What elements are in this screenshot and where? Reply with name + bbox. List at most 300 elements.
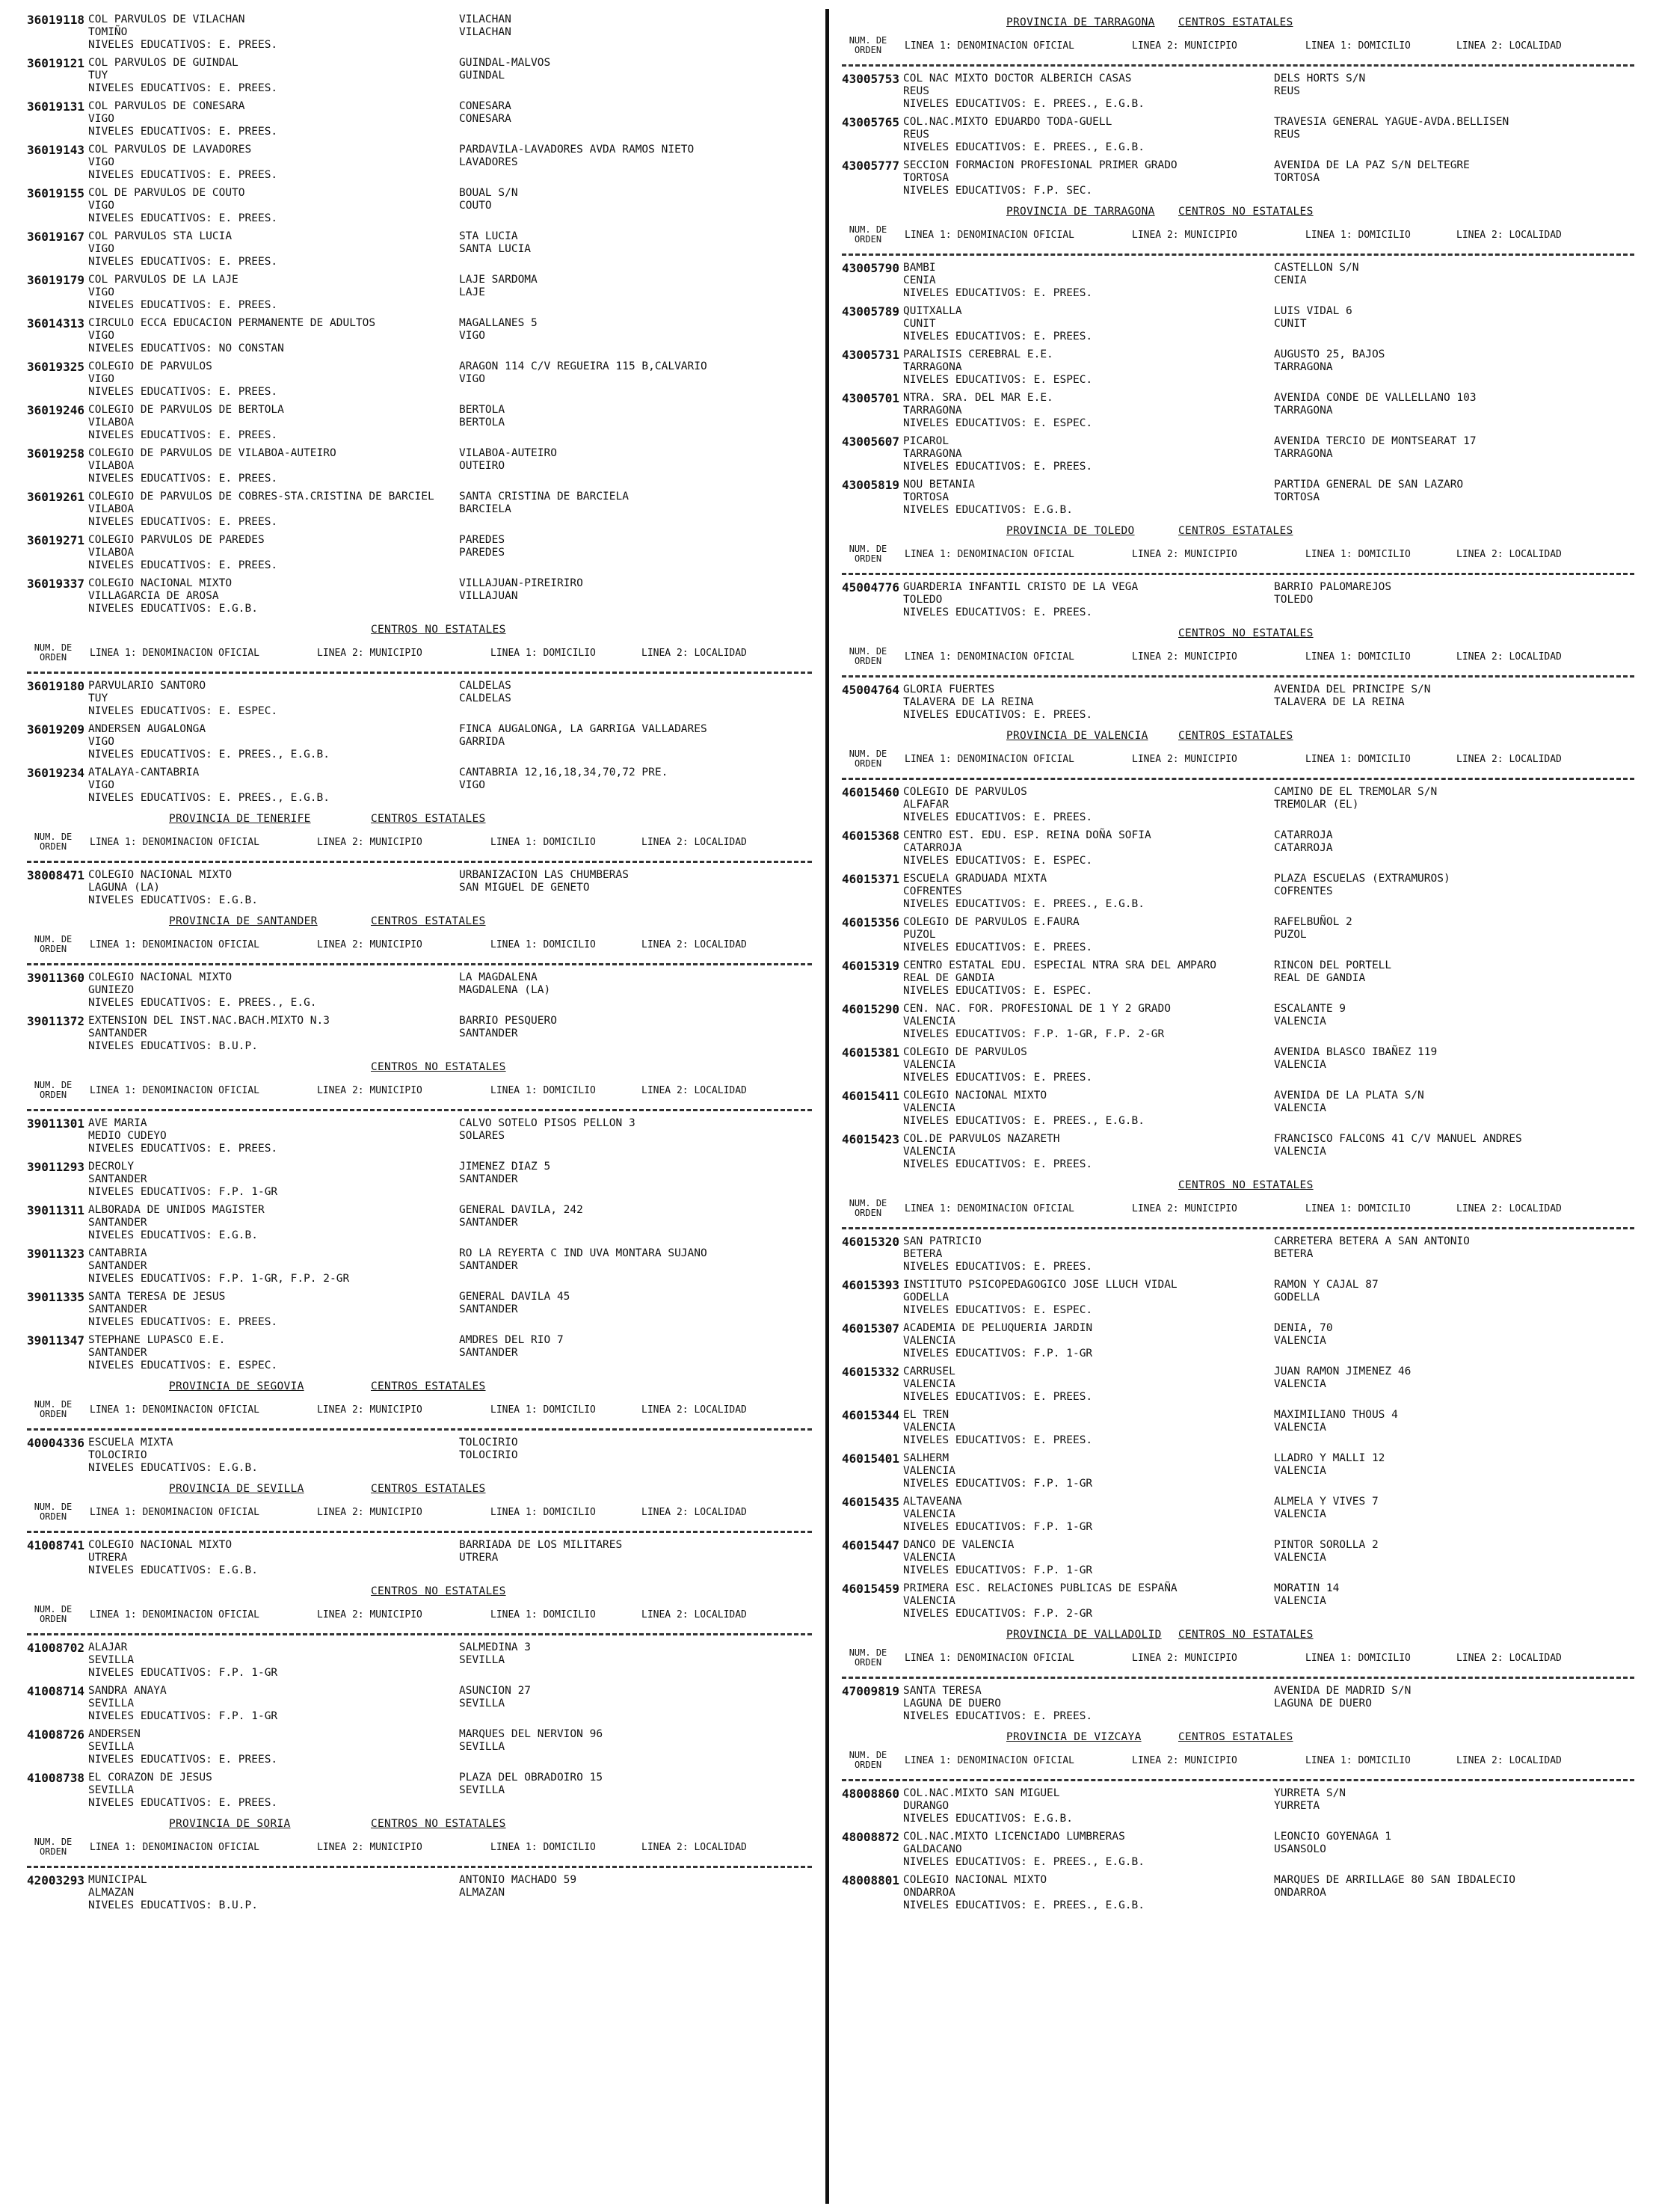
education-levels: NIVELES EDUCATIVOS: E. PREES. xyxy=(903,709,1093,721)
center-info xyxy=(88,360,277,399)
list-item xyxy=(27,1247,812,1291)
education-levels: NIVELES EDUCATIVOS: E. PREES., E.G.B. xyxy=(903,141,1145,153)
address: BERTOLA xyxy=(459,404,505,416)
address-info xyxy=(459,1247,707,1273)
address: JIMENEZ DIAZ 5 xyxy=(459,1161,551,1173)
address: AVENIDA BLASCO IBAÑEZ 119 xyxy=(1274,1046,1438,1058)
locality: VALENCIA xyxy=(1274,1016,1326,1027)
denominacion-label: LINEA 1: DENOMINACION OFICIAL xyxy=(905,1653,1074,1664)
municipio-label: LINEA 2: MUNICIPIO xyxy=(1132,549,1237,560)
address: MORATIN 14 xyxy=(1274,1582,1340,1594)
order-number: 43005789 xyxy=(842,304,900,319)
center-info xyxy=(903,1322,1092,1360)
address: CALDELAS xyxy=(459,680,511,692)
order-number: 36019271 xyxy=(27,533,85,547)
locality: VALENCIA xyxy=(1274,1595,1326,1607)
locality: SANTANDER xyxy=(459,1027,518,1039)
list-item xyxy=(27,57,812,100)
center-info xyxy=(88,100,277,138)
center-name: DANCO DE VALENCIA xyxy=(903,1539,1015,1551)
list-item xyxy=(842,116,1634,159)
address: SANTA CRISTINA DE BARCIELA xyxy=(459,491,629,503)
address-info xyxy=(459,577,583,603)
list-item xyxy=(27,1641,812,1685)
municipality: VIGO xyxy=(88,286,114,298)
center-info xyxy=(903,116,1145,154)
num-orden-label: NUM. DE ORDEN xyxy=(849,35,887,55)
address-info xyxy=(459,144,694,169)
province-title: PROVINCIA DE VIZCAYA xyxy=(1006,1731,1142,1743)
municipality: SANTANDER xyxy=(88,1173,147,1185)
address: VILACHAN xyxy=(459,13,511,25)
center-name: COLEGIO NACIONAL MIXTO xyxy=(88,869,233,881)
locality: ALMAZAN xyxy=(459,1887,505,1899)
locality: UTRERA xyxy=(459,1552,499,1564)
category-title: CENTROS ESTATALES xyxy=(1178,525,1293,537)
list-item xyxy=(27,1015,812,1058)
section-heading xyxy=(842,1728,1634,1746)
education-levels: NIVELES EDUCATIVOS: F.P. 1-GR xyxy=(903,1564,1093,1576)
address-info xyxy=(1274,829,1333,855)
category-title: CENTROS ESTATALES xyxy=(1178,1731,1293,1743)
address: AVENIDA DE MADRID S/N xyxy=(1274,1685,1412,1697)
address: RAMON Y CAJAL 87 xyxy=(1274,1279,1379,1291)
center-info xyxy=(903,435,1092,473)
domicilio-label: LINEA 1: DOMICILIO xyxy=(490,837,596,848)
list-item xyxy=(27,1437,812,1480)
education-levels: NIVELES EDUCATIVOS: E. PREES. xyxy=(903,811,1093,823)
education-levels: NIVELES EDUCATIVOS: E. PREES. xyxy=(88,386,278,398)
address-info xyxy=(459,1437,518,1462)
domicilio-label: LINEA 1: DOMICILIO xyxy=(1305,1203,1411,1214)
education-levels: NIVELES EDUCATIVOS: E. ESPEC. xyxy=(903,1304,1093,1316)
order-number: 39011372 xyxy=(27,1014,85,1028)
locality: LAJE xyxy=(459,286,485,298)
section-heading xyxy=(842,1626,1634,1644)
center-info xyxy=(88,1117,277,1155)
address: ALMELA Y VIVES 7 xyxy=(1274,1496,1379,1508)
municipio-label: LINEA 2: MUNICIPIO xyxy=(1132,754,1237,765)
province-title: PROVINCIA DE TENERIFE xyxy=(169,813,311,825)
order-number: 36019118 xyxy=(27,13,85,27)
center-name: COLEGIO NACIONAL MIXTO xyxy=(88,971,233,983)
entries-valencia xyxy=(842,786,1634,1176)
order-number: 36019325 xyxy=(27,360,85,374)
center-name: COL PARVULOS DE LAVADORES xyxy=(88,144,252,156)
municipality: MEDIO CUDEYO xyxy=(88,1130,167,1142)
province-title: PROVINCIA DE VALENCIA xyxy=(1006,730,1148,742)
list-item xyxy=(842,1582,1634,1626)
center-name: COLEGIO DE PARVULOS xyxy=(903,786,1027,798)
address-info xyxy=(459,1291,570,1316)
list-item xyxy=(842,262,1634,305)
municipio-label: LINEA 2: MUNICIPIO xyxy=(317,1085,422,1096)
center-name: SALHERM xyxy=(903,1452,949,1464)
order-number: 43005765 xyxy=(842,115,900,129)
denominacion-label: LINEA 1: DENOMINACION OFICIAL xyxy=(905,651,1074,663)
locality: SANTA LUCIA xyxy=(459,243,532,255)
address: GENERAL DAVILA 45 xyxy=(459,1291,570,1303)
center-name: ANDERSEN AUGALONGA xyxy=(88,723,206,735)
municipality: TOMIÑO xyxy=(88,26,128,38)
education-levels: NIVELES EDUCATIVOS: E.G.B. xyxy=(88,894,258,906)
center-name: CEN. NAC. FOR. PROFESIONAL DE 1 Y 2 GRADO xyxy=(903,1003,1171,1015)
order-number: 40004336 xyxy=(27,1436,85,1450)
address-info xyxy=(459,274,538,299)
address-info xyxy=(459,1539,622,1564)
municipality: VALENCIA xyxy=(903,1422,955,1434)
address: LA MAGDALENA xyxy=(459,971,538,983)
order-number: 38008471 xyxy=(27,868,85,882)
education-levels: NIVELES EDUCATIVOS: E. PREES. xyxy=(903,1391,1093,1403)
municipality: VALENCIA xyxy=(903,1146,955,1158)
center-name: COL DE PARVULOS DE COUTO xyxy=(88,187,245,199)
address-info xyxy=(459,680,511,705)
center-name: SANDRA ANAYA xyxy=(88,1685,167,1697)
center-name: BAMBI xyxy=(903,262,936,274)
center-info xyxy=(88,1641,277,1680)
list-item xyxy=(842,1685,1634,1728)
order-number: 36019167 xyxy=(27,230,85,244)
education-levels: NIVELES EDUCATIVOS: E. PREES. xyxy=(88,559,278,571)
education-levels: NIVELES EDUCATIVOS: E. PREES. xyxy=(903,1710,1093,1722)
address-info xyxy=(459,1874,576,1899)
list-item xyxy=(842,1831,1634,1874)
municipality: VALENCIA xyxy=(903,1102,955,1114)
localidad-label: LINEA 2: LOCALIDAD xyxy=(641,1609,747,1620)
address-info xyxy=(459,447,557,473)
locality: OUTEIRO xyxy=(459,460,505,472)
domicilio-label: LINEA 1: DOMICILIO xyxy=(1305,549,1411,560)
address-info xyxy=(1274,873,1450,898)
address-info xyxy=(1274,1539,1379,1564)
center-info xyxy=(903,829,1151,867)
locality: GUINDAL xyxy=(459,70,505,82)
province-title: PROVINCIA DE SANTANDER xyxy=(169,915,318,927)
denominacion-label: LINEA 1: DENOMINACION OFICIAL xyxy=(905,40,1074,52)
center-info xyxy=(903,1235,1092,1274)
entries-santander-no xyxy=(27,1117,812,1377)
entries-soria-no xyxy=(27,1874,812,1917)
order-number: 36019209 xyxy=(27,722,85,737)
center-name: SAN PATRICIO xyxy=(903,1235,982,1247)
center-name: ALAJAR xyxy=(88,1641,128,1653)
localidad-label: LINEA 2: LOCALIDAD xyxy=(641,1404,747,1416)
address-info xyxy=(459,1334,564,1360)
center-name: ESCUELA MIXTA xyxy=(88,1437,173,1448)
entries-galicia-estatales xyxy=(27,13,812,621)
locality: LAGUNA DE DUERO xyxy=(1274,1698,1372,1709)
municipality: TALAVERA DE LA REINA xyxy=(903,696,1034,708)
center-name: COL.NAC.MIXTO EDUARDO TODA-GUELL xyxy=(903,116,1112,128)
address: CALVO SOTELO PISOS PELLON 3 xyxy=(459,1117,635,1129)
center-name: SECCION FORMACION PROFESIONAL PRIMER GRADO xyxy=(903,159,1178,171)
entries-toledo-no xyxy=(842,683,1634,727)
education-levels: NIVELES EDUCATIVOS: E. PREES. xyxy=(903,1158,1093,1170)
list-item xyxy=(27,1772,812,1815)
address-info xyxy=(1274,1279,1379,1304)
locality: VALENCIA xyxy=(1274,1508,1326,1520)
education-levels: NIVELES EDUCATIVOS: E. PREES. xyxy=(88,1316,278,1328)
localidad-label: LINEA 2: LOCALIDAD xyxy=(641,1507,747,1518)
list-item xyxy=(27,1685,812,1728)
address: LUIS VIDAL 6 xyxy=(1274,305,1352,317)
locality: VALENCIA xyxy=(1274,1146,1326,1158)
order-number: 36019258 xyxy=(27,446,85,461)
education-levels: NIVELES EDUCATIVOS: F.P. 1-GR xyxy=(903,1348,1093,1360)
education-levels: NIVELES EDUCATIVOS: E. PREES. xyxy=(88,82,278,94)
province-title: PROVINCIA DE VALLADOLID xyxy=(1006,1629,1162,1641)
list-item xyxy=(842,1279,1634,1322)
municipality: VIGO xyxy=(88,113,114,125)
num-orden-label: NUM. DE ORDEN xyxy=(34,934,73,954)
education-levels: NIVELES EDUCATIVOS: E. PREES. xyxy=(903,1261,1093,1273)
category-title: CENTROS NO ESTATALES xyxy=(371,624,506,636)
list-item xyxy=(27,491,812,534)
list-item xyxy=(27,100,812,144)
order-number: 48008872 xyxy=(842,1830,900,1844)
list-item xyxy=(842,959,1634,1003)
address-info xyxy=(459,1772,603,1797)
municipality: TOLEDO xyxy=(903,594,943,606)
list-item xyxy=(27,13,812,57)
locality: YURRETA xyxy=(1274,1800,1320,1812)
education-levels: NIVELES EDUCATIVOS: E. ESPEC. xyxy=(903,417,1093,429)
education-levels: NIVELES EDUCATIVOS: E. PREES. xyxy=(88,516,278,528)
locality: SANTANDER xyxy=(459,1173,518,1185)
municipality: SANTANDER xyxy=(88,1260,147,1272)
order-number: 46015411 xyxy=(842,1089,900,1103)
municipio-label: LINEA 2: MUNICIPIO xyxy=(317,1507,422,1518)
center-info xyxy=(903,1133,1092,1171)
column-header xyxy=(27,828,812,863)
list-item xyxy=(27,317,812,360)
list-item xyxy=(27,534,812,577)
address-info xyxy=(459,317,538,342)
municipality: VIGO xyxy=(88,243,114,255)
address: BARRIO PESQUERO xyxy=(459,1015,557,1027)
num-orden-label: NUM. DE ORDEN xyxy=(34,1837,73,1857)
domicilio-label: LINEA 1: DOMICILIO xyxy=(1305,651,1411,663)
center-name: ACADEMIA DE PELUQUERIA JARDIN xyxy=(903,1322,1093,1334)
column-header xyxy=(27,1498,812,1533)
center-info xyxy=(88,230,277,268)
address-info xyxy=(1274,581,1391,606)
education-levels: NIVELES EDUCATIVOS: F.P. SEC. xyxy=(903,185,1093,197)
center-info xyxy=(903,1496,1092,1534)
locality: TALAVERA DE LA REINA xyxy=(1274,696,1405,708)
address: RAFELBUÑOL 2 xyxy=(1274,916,1352,928)
center-info xyxy=(88,1291,277,1329)
address-info xyxy=(459,100,511,126)
province-title: PROVINCIA DE SORIA xyxy=(169,1818,291,1830)
section-heading xyxy=(27,1815,812,1833)
municipio-label: LINEA 2: MUNICIPIO xyxy=(1132,230,1237,241)
list-item xyxy=(842,348,1634,392)
denominacion-label: LINEA 1: DENOMINACION OFICIAL xyxy=(90,1085,259,1096)
center-name: PARVULARIO SANTORO xyxy=(88,680,206,692)
list-item xyxy=(842,683,1634,727)
education-levels: NIVELES EDUCATIVOS: E. ESPEC. xyxy=(88,705,278,717)
domicilio-label: LINEA 1: DOMICILIO xyxy=(1305,754,1411,765)
locality: VALENCIA xyxy=(1274,1552,1326,1564)
localidad-label: LINEA 2: LOCALIDAD xyxy=(1456,754,1562,765)
domicilio-label: LINEA 1: DOMICILIO xyxy=(1305,1755,1411,1766)
locality: USANSOLO xyxy=(1274,1843,1326,1855)
order-number: 36019234 xyxy=(27,766,85,780)
order-number: 46015423 xyxy=(842,1132,900,1146)
municipality: VALENCIA xyxy=(903,1552,955,1564)
list-item xyxy=(27,230,812,274)
center-name: EL CORAZON DE JESUS xyxy=(88,1772,212,1784)
center-info xyxy=(903,916,1092,954)
address: PARTIDA GENERAL DE SAN LAZARO xyxy=(1274,479,1464,491)
address: CATARROJA xyxy=(1274,829,1333,841)
list-item xyxy=(842,829,1634,873)
education-levels: NIVELES EDUCATIVOS: E. PREES. xyxy=(903,1434,1093,1446)
locality: SOLARES xyxy=(459,1130,505,1142)
address: JUAN RAMON JIMENEZ 46 xyxy=(1274,1365,1412,1377)
center-name: PICAROL xyxy=(903,435,949,447)
entries-tenerife xyxy=(27,869,812,912)
entries-segovia xyxy=(27,1437,812,1480)
address: SALMEDINA 3 xyxy=(459,1641,532,1653)
center-name: COL NAC MIXTO DOCTOR ALBERICH CASAS xyxy=(903,73,1132,85)
column-header xyxy=(842,31,1634,67)
address-info xyxy=(459,13,511,39)
address-info xyxy=(1274,1365,1411,1391)
section-heading xyxy=(27,810,812,828)
center-info xyxy=(88,447,336,485)
center-name: COLEGIO DE PARVULOS xyxy=(903,1046,1027,1058)
address-info xyxy=(459,491,629,516)
order-number: 45004776 xyxy=(842,580,900,595)
address: BOUAL S/N xyxy=(459,187,518,199)
province-title: PROVINCIA DE SEVILLA xyxy=(169,1483,304,1495)
locality: PAREDES xyxy=(459,547,505,559)
section-heading xyxy=(842,522,1634,540)
education-levels: NIVELES EDUCATIVOS: F.P. 1-GR xyxy=(903,1521,1093,1533)
municipality: VALENCIA xyxy=(903,1465,955,1477)
order-number: 39011311 xyxy=(27,1203,85,1217)
column-header xyxy=(842,221,1634,256)
center-name: COL PARVULOS STA LUCIA xyxy=(88,230,233,242)
center-info xyxy=(903,1409,1092,1447)
municipality: GODELLA xyxy=(903,1291,949,1303)
address: RINCON DEL PORTELL xyxy=(1274,959,1392,971)
list-item xyxy=(842,1046,1634,1090)
center-info xyxy=(88,1437,258,1475)
list-item xyxy=(842,581,1634,624)
entries-santander xyxy=(27,971,812,1058)
order-number: 46015368 xyxy=(842,829,900,843)
section-heading xyxy=(27,912,812,930)
address-info xyxy=(459,869,629,894)
order-number: 48008801 xyxy=(842,1873,900,1887)
right-column xyxy=(842,13,1634,1917)
municipality: ONDARROA xyxy=(903,1887,955,1899)
entries-toledo xyxy=(842,581,1634,624)
localidad-label: LINEA 2: LOCALIDAD xyxy=(641,648,747,659)
denominacion-label: LINEA 1: DENOMINACION OFICIAL xyxy=(90,939,259,950)
order-number: 43005819 xyxy=(842,478,900,492)
education-levels: NIVELES EDUCATIVOS: F.P. 1-GR xyxy=(88,1710,278,1722)
education-levels: NIVELES EDUCATIVOS: E.G.B. xyxy=(88,1462,258,1474)
center-name: CIRCULO ECCA EDUCACION PERMANENTE DE ADULTOS xyxy=(88,317,376,329)
center-name: CARRUSEL xyxy=(903,1365,955,1377)
address: CASTELLON S/N xyxy=(1274,262,1359,274)
category-title: CENTROS ESTATALES xyxy=(1178,16,1293,28)
municipality: TUY xyxy=(88,692,108,704)
center-name: COLEGIO DE PARVULOS DE BERTOLA xyxy=(88,404,284,416)
center-info xyxy=(903,1582,1178,1620)
list-item xyxy=(842,1365,1634,1409)
address: AUGUSTO 25, BAJOS xyxy=(1274,348,1385,360)
center-name: COLEGIO NACIONAL MIXTO xyxy=(903,1090,1047,1102)
municipality: BETERA xyxy=(903,1248,943,1260)
order-number: 47009819 xyxy=(842,1684,900,1698)
list-item xyxy=(27,577,812,621)
order-number: 46015447 xyxy=(842,1538,900,1552)
order-number: 36019180 xyxy=(27,679,85,693)
order-number: 39011323 xyxy=(27,1247,85,1261)
address: CANTABRIA 12,16,18,34,70,72 PRE. xyxy=(459,766,668,778)
municipality: REAL DE GANDIA xyxy=(903,972,995,984)
section-heading xyxy=(842,727,1634,745)
list-item xyxy=(27,723,812,766)
num-orden-label: NUM. DE ORDEN xyxy=(34,832,73,852)
address: AVENIDA CONDE DE VALLELLANO 103 xyxy=(1274,392,1477,404)
address-info xyxy=(459,230,531,256)
address: MAGALLANES 5 xyxy=(459,317,538,329)
education-levels: NIVELES EDUCATIVOS: E. PREES. xyxy=(903,461,1093,473)
locality: SANTANDER xyxy=(459,1217,518,1229)
center-name: COL PARVULOS DE VILACHAN xyxy=(88,13,245,25)
municipio-label: LINEA 2: MUNICIPIO xyxy=(1132,651,1237,663)
address-info xyxy=(1274,348,1385,374)
section-heading xyxy=(842,203,1634,221)
locality: SAN MIGUEL DE GENETO xyxy=(459,882,590,894)
center-name: DECROLY xyxy=(88,1161,135,1173)
list-item xyxy=(842,916,1634,959)
municipality: TUY xyxy=(88,70,108,82)
center-name: STEPHANE LUPASCO E.E. xyxy=(88,1334,226,1346)
municipality: COFRENTES xyxy=(903,885,962,897)
section-heading xyxy=(27,1480,812,1498)
education-levels: NIVELES EDUCATIVOS: F.P. 1-GR xyxy=(88,1186,278,1198)
order-number: 46015393 xyxy=(842,1278,900,1292)
order-number: 46015356 xyxy=(842,915,900,930)
category-title: CENTROS ESTATALES xyxy=(371,1483,486,1495)
address: MARQUES DE ARRILLAGE 80 SAN IBDALECIO xyxy=(1274,1874,1516,1886)
address-info xyxy=(1274,479,1463,504)
locality: REUS xyxy=(1274,85,1300,97)
center-name: ESCUELA GRADUADA MIXTA xyxy=(903,873,1047,885)
education-levels: NIVELES EDUCATIVOS: E. PREES. xyxy=(88,473,278,485)
order-number: 36014313 xyxy=(27,316,85,331)
order-number: 39011301 xyxy=(27,1116,85,1131)
localidad-label: LINEA 2: LOCALIDAD xyxy=(1456,40,1562,52)
center-name: CENTRO EST. EDU. ESP. REINA DOÑA SOFIA xyxy=(903,829,1151,841)
municipality: VIGO xyxy=(88,373,114,385)
municipio-label: LINEA 2: MUNICIPIO xyxy=(1132,1653,1237,1664)
locality: COUTO xyxy=(459,200,492,212)
locality: TREMOLAR (EL) xyxy=(1274,799,1359,811)
address: BARRIO PALOMAREJOS xyxy=(1274,581,1392,593)
locality: CALDELAS xyxy=(459,692,511,704)
denominacion-label: LINEA 1: DENOMINACION OFICIAL xyxy=(905,1755,1074,1766)
municipality: CUNIT xyxy=(903,318,936,330)
